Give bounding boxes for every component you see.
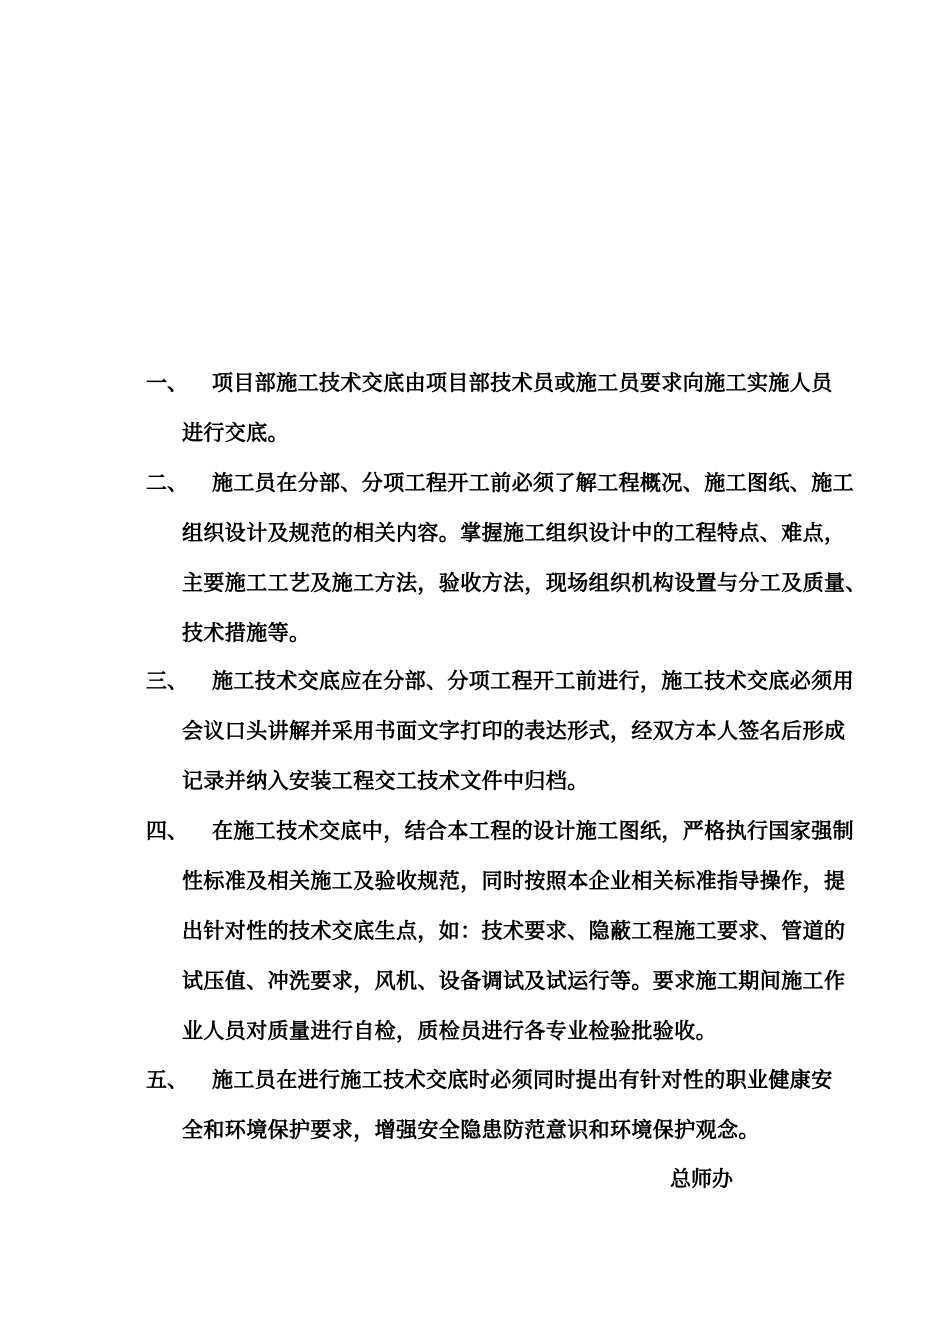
item-text-line: 施工员在分部、分项工程开工前必须了解工程概况、施工图纸、施工: [212, 470, 854, 495]
item-number: 三、: [146, 668, 188, 693]
item-number: 四、: [146, 818, 188, 843]
item-text-line: 业人员对质量进行自检，质检员进行各专业检验批验收。: [182, 1018, 717, 1043]
item-text-line: 试压值、冲洗要求，风机、设备调试及试运行等。要求施工期间施工作: [182, 968, 846, 993]
item-text-line: 技术措施等。: [182, 620, 311, 645]
item-text-line: 组织设计及规范的相关内容。掌握施工组织设计中的工程特点、难点，: [182, 520, 846, 545]
item-text-line: 进行交底。: [182, 420, 289, 445]
item-number: 五、: [146, 1067, 188, 1092]
signature: 总师办: [670, 1166, 733, 1191]
item-text-line: 记录并纳入安装工程交工技术文件中归档。: [182, 768, 589, 793]
item-text-line: 全和环境保护要求，增强安全隐患防范意识和环境保护观念。: [182, 1117, 760, 1142]
item-text-line: 性标准及相关施工及验收规范，同时按照本企业相关标准指导操作，提: [182, 868, 846, 893]
item-text-line: 主要施工工艺及施工方法，验收方法，现场组织机构设置与分工及质量、: [182, 570, 867, 595]
item-text-line: 施工员在进行施工技术交底时必须同时提出有针对性的职业健康安: [212, 1067, 833, 1092]
item-text-line: 会议口头讲解并采用书面文字打印的表达形式，经双方本人签名后形成: [182, 718, 846, 743]
item-number: 一、: [146, 370, 188, 395]
item-text-line: 在施工技术交底中，结合本工程的设计施工图纸，严格执行国家强制: [212, 818, 854, 843]
item-text-line: 项目部施工技术交底由项目部技术员或施工员要求向施工实施人员: [212, 370, 833, 395]
item-text-line: 施工技术交底应在分部、分项工程开工前进行，施工技术交底必须用: [212, 668, 854, 693]
item-number: 二、: [146, 470, 188, 495]
item-text-line: 出针对性的技术交底生点，如：技术要求、隐蔽工程施工要求、管道的: [182, 918, 846, 943]
